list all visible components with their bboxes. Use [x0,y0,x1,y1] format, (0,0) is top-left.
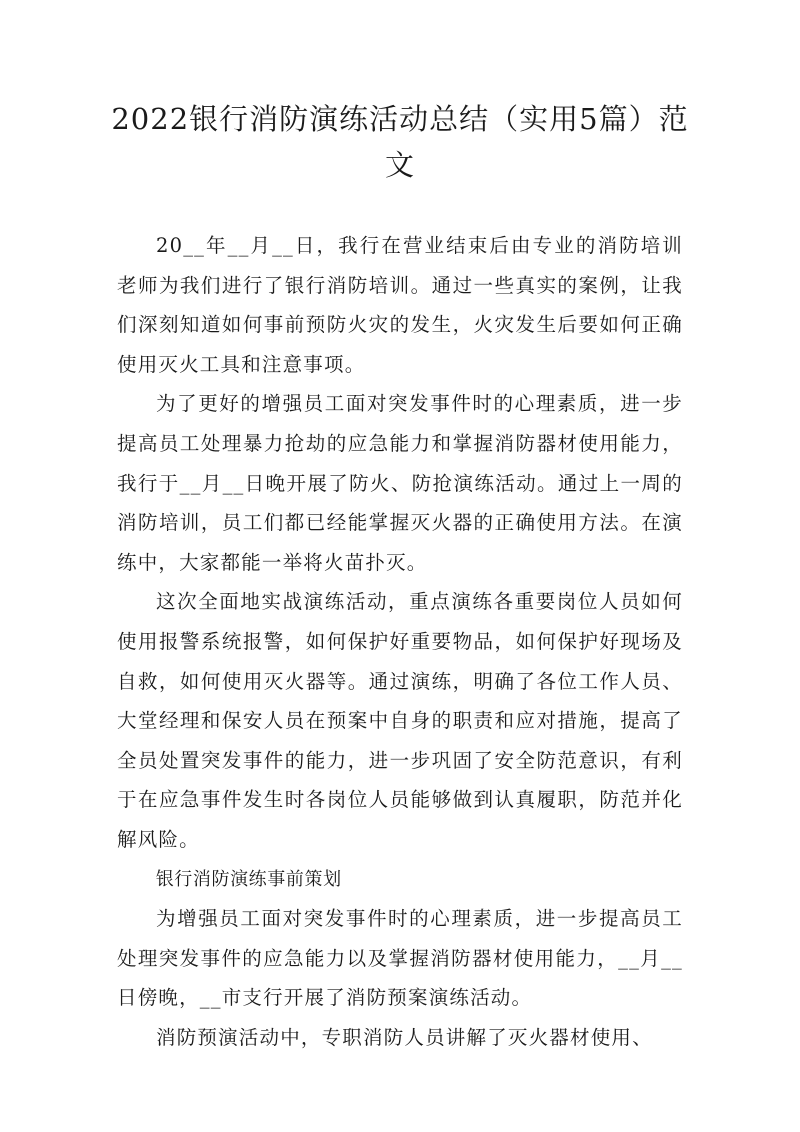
paragraph-training: 20__年__月__日，我行在营业结束后由专业的消防培训老师为我们进行了银行消防培训。通过一些真实的案例，让我们深刻知道如何事前预防火灾的发生，火灾发生后要如何正确使用灭火工具和注意事项。 [117,234,683,376]
document-body [117,226,683,1057]
paragraph-drill: 为了更好的增强员工面对突发事件时的心理素质，进一步提高员工处理暴力抢劫的应急能力和掌握消防器材使用能力，我行于__月__日晚开展了防火、防抢演练活动。通过上一周的消防培训，员工们都已经能掌握灭火器的正确使用方法。在演练中，大家都能一举将火苗扑灭。 [117,392,683,574]
document-title: 2022银行消防演练活动总结（实用5篇）范文 [111,102,689,182]
paragraph-preview-activity: 消防预演活动中，专职消防人员讲解了灭火器材使用、 [156,1025,653,1049]
paragraph-planning: 为增强员工面对突发事件时的心理素质，进一步提高员工处理突发事件的应急能力以及掌握消防器材使用能力，__月__日傍晚，__市支行开展了消防预案演练活动。 [117,907,683,1010]
section-heading: 银行消防演练事前策划 [155,868,342,890]
paragraph-drill-results: 这次全面地实战演练活动，重点演练各重要岗位人员如何使用报警系统报警，如何保护好重要物品，如何保护好现场及自救，如何使用灭火器等。通过演练，明确了各位工作人员、大堂经理和保安人员在预案中自身的职责和应对措施，提高了全员处置突发事件的能力，进一步巩固了安全防范意识，有利于在应急事件发生时各岗位人员能够做到认真履职，防范并化解风险。 [117,590,683,851]
